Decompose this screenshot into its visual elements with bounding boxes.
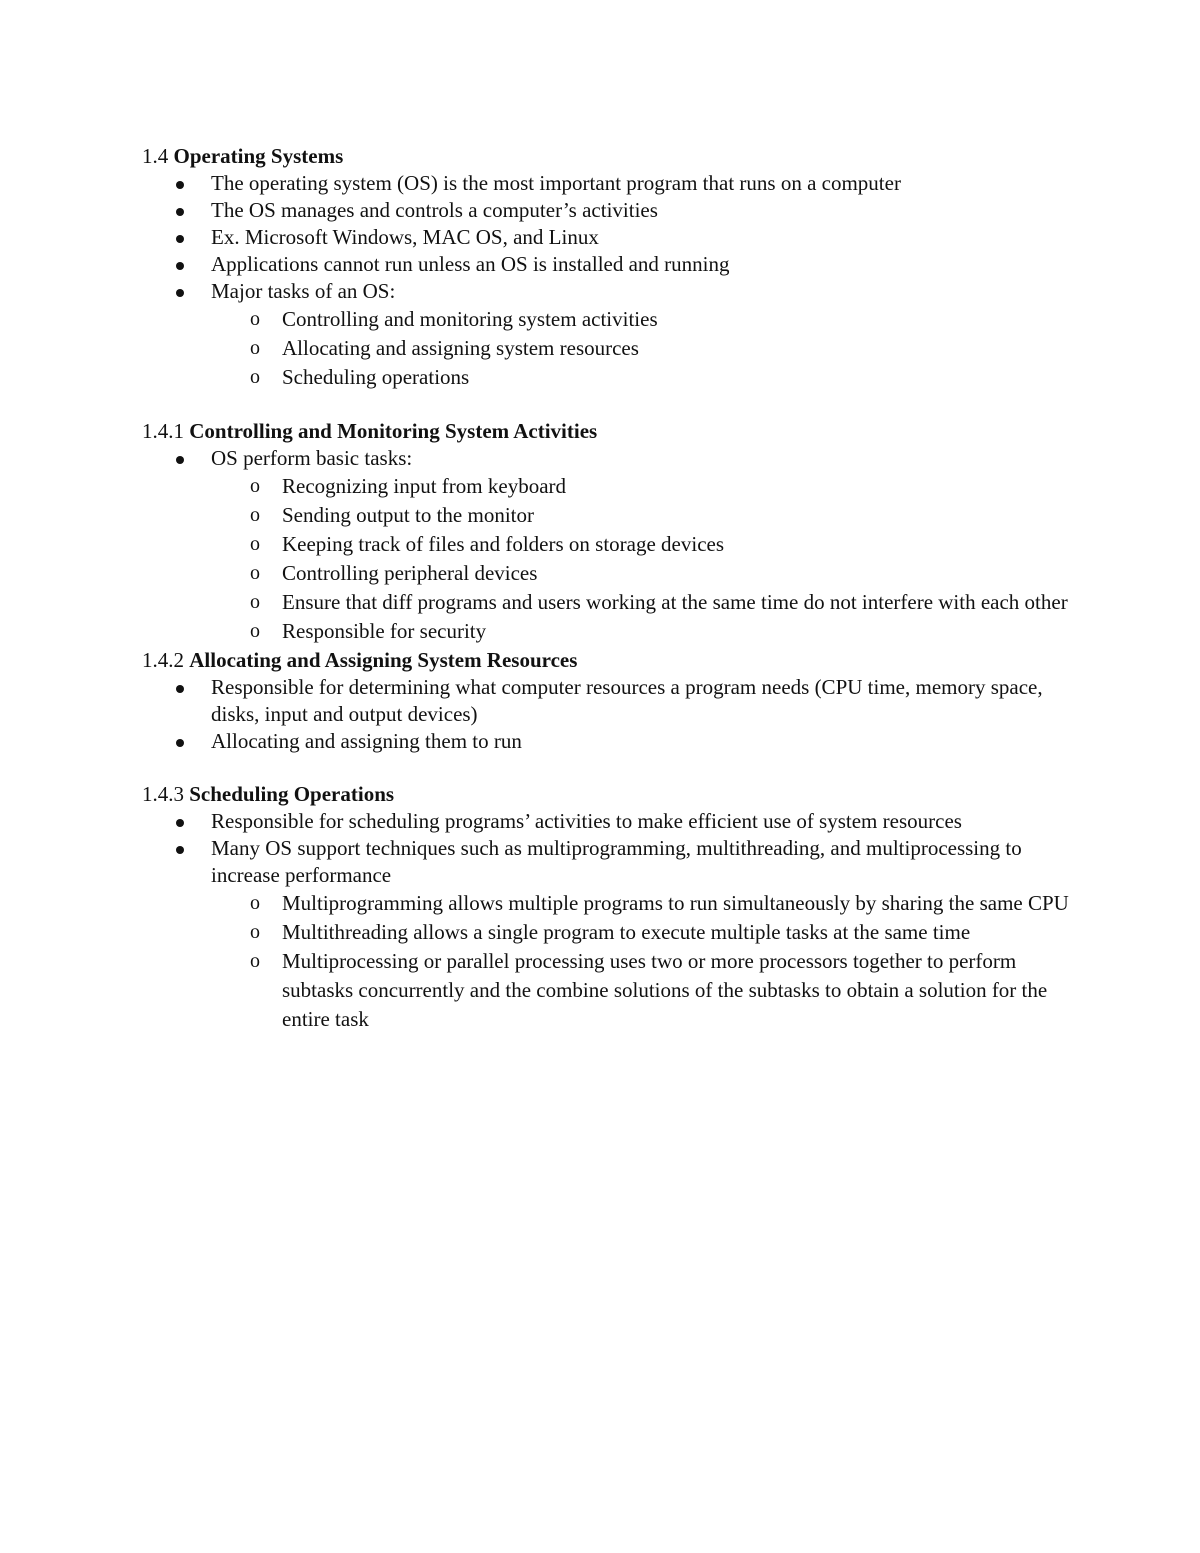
list-item (142, 197, 1082, 224)
sub-list-item-text: Allocating and assigning system resources (282, 336, 639, 360)
bullet-icon (176, 685, 184, 693)
sub-bullet-icon: o (250, 337, 260, 359)
sub-bullet-icon: o (250, 562, 260, 584)
section-controlling-monitoring (142, 417, 1082, 646)
bullet-icon (176, 739, 184, 747)
list-item-text: Ex. Microsoft Windows, MAC OS, and Linux (211, 225, 599, 249)
section-heading (142, 780, 1082, 808)
section-title: Controlling and Monitoring System Activities (189, 419, 598, 443)
bullet-icon (176, 846, 184, 854)
sub-list-item-text: Responsible for security (282, 619, 487, 643)
list-item-text: Many OS support techniques such as multiprogramming, multithreading, and multiprocessing to increase performance (211, 836, 1022, 887)
list-item-text: OS perform basic tasks: (211, 446, 413, 470)
sub-bullet-icon: o (250, 921, 260, 943)
sub-bullet-list (211, 889, 1082, 1034)
bullet-icon (176, 235, 184, 243)
sub-bullet-icon: o (250, 308, 260, 330)
list-item (142, 251, 1082, 278)
section-number: 1.4.2 (142, 648, 184, 672)
list-item-text: Applications cannot run unless an OS is installed and running (211, 252, 730, 276)
sub-bullet-icon: o (250, 366, 260, 388)
sub-bullet-icon: o (250, 620, 260, 642)
section-title: Allocating and Assigning System Resources (189, 648, 578, 672)
list-item (142, 808, 1082, 835)
bullet-list (142, 808, 1082, 1034)
list-item-text: Responsible for determining what computer resources a program needs (CPU time, memory space, disks, input and output devices) (211, 675, 1043, 726)
sub-list-item (142, 363, 1082, 392)
section-scheduling-operations (142, 780, 1082, 1034)
section-title: Operating Systems (173, 144, 344, 168)
list-item-text: The operating system (OS) is the most important program that runs on a computer (211, 171, 901, 195)
list-item-text: Major tasks of an OS: (211, 279, 396, 303)
list-item (142, 674, 1082, 728)
list-item (142, 728, 1082, 755)
list-item-text: Responsible for scheduling programs’ activities to make efficient use of system resources (211, 809, 962, 833)
sub-list-item (142, 918, 1082, 947)
sub-list-item (142, 947, 1082, 1034)
sub-list-item (142, 889, 1082, 918)
section-operating-systems (142, 142, 1082, 392)
sub-list-item (142, 588, 1082, 617)
sub-list-item-text: Recognizing input from keyboard (282, 474, 567, 498)
section-heading (142, 142, 1082, 170)
list-item-text: The OS manages and controls a computer’s activities (211, 198, 658, 222)
sub-list-item-text: Sending output to the monitor (282, 503, 534, 527)
sub-list-item (142, 559, 1082, 588)
sub-bullet-icon: o (250, 475, 260, 497)
sub-bullet-icon: o (250, 591, 260, 613)
section-heading (142, 417, 1082, 445)
sub-list-item-text: Ensure that diff programs and users working at the same time do not interfere with each other (282, 590, 1068, 614)
bullet-list (142, 445, 1082, 646)
sub-list-item (142, 334, 1082, 363)
bullet-icon (176, 208, 184, 216)
sub-bullet-list (211, 472, 1082, 646)
sub-list-item (142, 501, 1082, 530)
section-allocating-assigning (142, 646, 1082, 755)
bullet-icon (176, 262, 184, 270)
sub-list-item-text: Controlling and monitoring system activities (282, 307, 658, 331)
sub-bullet-icon: o (250, 892, 260, 914)
document-body (142, 142, 1082, 1034)
sub-list-item (142, 530, 1082, 559)
list-item (142, 835, 1082, 1034)
list-item-text: Allocating and assigning them to run (211, 729, 522, 753)
sub-bullet-icon: o (250, 533, 260, 555)
sub-bullet-icon: o (250, 504, 260, 526)
section-heading (142, 646, 1082, 674)
sub-list-item-text: Controlling peripheral devices (282, 561, 538, 585)
bullet-icon (176, 456, 184, 464)
sub-list-item-text: Scheduling operations (282, 365, 470, 389)
bullet-list (142, 674, 1082, 755)
section-number: 1.4 (142, 144, 169, 168)
sub-list-item (142, 305, 1082, 334)
bullet-list (142, 170, 1082, 392)
section-title: Scheduling Operations (189, 782, 395, 806)
bullet-icon (176, 289, 184, 297)
sub-list-item-text: Keeping track of files and folders on storage devices (282, 532, 725, 556)
section-number: 1.4.1 (142, 419, 184, 443)
list-item (142, 224, 1082, 251)
list-item (142, 170, 1082, 197)
sub-bullet-list (211, 305, 1082, 392)
bullet-icon (176, 181, 184, 189)
list-item (142, 445, 1082, 646)
sub-list-item-text: Multiprocessing or parallel processing uses two or more processors together to perform subtasks concurrently and the combine solutions of the subtasks to obtain a solution for the entire task (282, 949, 1048, 1031)
sub-list-item-text: Multithreading allows a single program to execute multiple tasks at the same time (282, 920, 971, 944)
section-number: 1.4.3 (142, 782, 184, 806)
sub-list-item (142, 617, 1082, 646)
bullet-icon (176, 819, 184, 827)
sub-list-item (142, 472, 1082, 501)
sub-list-item-text: Multiprogramming allows multiple programs to run simultaneously by sharing the same CPU (282, 891, 1069, 915)
list-item (142, 278, 1082, 392)
sub-bullet-icon: o (250, 950, 260, 972)
